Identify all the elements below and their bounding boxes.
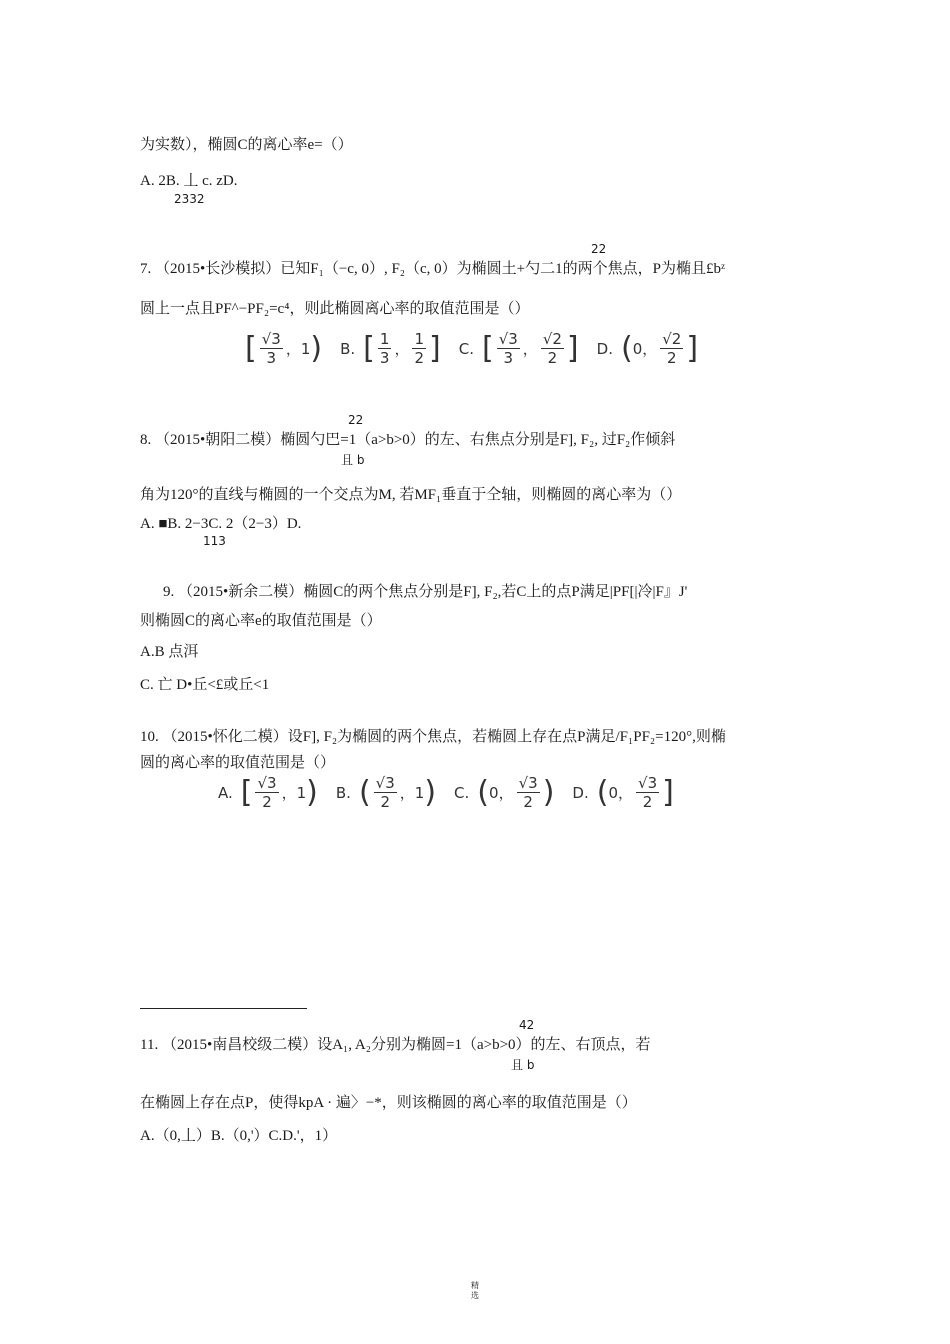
q9-options-cd: C. 亡 D•丘<£或丘<1 — [140, 677, 270, 693]
bracket-close: ] — [429, 330, 441, 366]
fraction-start-denominator: 2 — [380, 793, 390, 811]
q9-options-ab: A.B 点洱 — [140, 644, 199, 660]
bracket-open: [ — [240, 774, 253, 810]
q9-line-1: 9. （2015•新余二模）椭圆C的两个焦点分别是F], F₂,若C上的点P满足|PF[|冷|F』J' — [163, 584, 688, 600]
q11-line-2: 在椭圆上存在点P，使得kpA · 遍〉−*，则该椭圆的离心率的取值范围是（） — [140, 1095, 637, 1111]
interval-comma: ， — [281, 784, 297, 802]
fraction-start-numerator: √3 — [498, 330, 518, 348]
footer-mark-1: 精 — [471, 1281, 479, 1290]
footer-mark-2: 选 — [471, 1291, 479, 1300]
interval-start: 0 — [632, 339, 643, 358]
q8-superscript: 22 — [348, 413, 364, 427]
fraction-end — [541, 330, 564, 367]
line-q6-tail: 为实数），椭圆C的离心率e=（） — [140, 137, 353, 153]
option-label: D. — [572, 783, 589, 802]
footnote-rule — [140, 1008, 307, 1009]
q7-option-3 — [459, 330, 579, 367]
bracket-open: [ — [245, 330, 257, 366]
fraction-start — [378, 330, 392, 367]
bracket-close: ) — [542, 774, 555, 810]
fraction-start-denominator: 3 — [379, 349, 390, 367]
fraction-end-numerator: √3 — [518, 774, 538, 792]
interval-comma: ， — [522, 340, 538, 358]
interval-comma: ， — [394, 340, 410, 358]
fraction-end-denominator: 2 — [523, 793, 533, 811]
fraction-start-denominator: 3 — [503, 349, 514, 367]
fraction-start-denominator: 2 — [262, 793, 272, 811]
interval-end: 1 — [414, 783, 425, 802]
fraction-end-numerator: √2 — [542, 330, 562, 348]
fraction-end — [636, 774, 659, 811]
bracket-open: ( — [477, 774, 490, 810]
q10-option-3 — [454, 774, 554, 811]
bracket-close: ] — [686, 330, 699, 366]
interval-end: 1 — [296, 783, 307, 802]
q7-superscript: 22 — [591, 242, 607, 256]
option-label: C. — [458, 339, 474, 358]
option-label: D. — [596, 339, 613, 358]
q6-options-denominators: 2332 — [174, 192, 205, 206]
bracket-open: ( — [358, 774, 371, 810]
q10-option-2 — [336, 774, 436, 811]
q11-subscript: 且 b — [511, 1058, 535, 1072]
fraction-start — [260, 330, 283, 367]
bracket-close: ) — [310, 330, 323, 366]
bracket-open: ( — [596, 774, 609, 810]
interval-comma: ， — [399, 784, 415, 802]
bracket-close: ) — [424, 774, 437, 810]
fraction-start — [255, 774, 278, 811]
fraction-end-denominator: 2 — [414, 349, 424, 367]
fraction-end-denominator: 2 — [642, 793, 653, 811]
fraction-start — [497, 330, 520, 367]
fraction-start-numerator: √3 — [261, 330, 281, 348]
q7-line-1: 7. （2015•长沙模拟）已知F₁（−c, 0）, F₂（c, 0）为椭圆土+勺二1的两个焦点，P为椭且£bᶻ — [140, 261, 726, 277]
q10-line-2: 圆的离心率的取值范围是（） — [140, 755, 336, 771]
q10-option-row — [218, 774, 692, 811]
fraction-end-numerator: √3 — [638, 774, 658, 792]
fraction-end — [660, 330, 683, 367]
q8-options: A. ■B. 2−3C. 2（2−3）D. — [140, 516, 302, 532]
q9-line-2: 则椭圆C的离心率e的取值范围是（） — [140, 613, 382, 629]
interval-comma: ， — [642, 340, 658, 358]
fraction-end — [412, 330, 426, 367]
bracket-open: [ — [481, 330, 494, 366]
interval-start: 0 — [608, 783, 618, 802]
interval-end: 1 — [300, 339, 311, 358]
interval-comma: ， — [618, 784, 634, 802]
interval-comma: ， — [498, 784, 514, 802]
q10-option-4 — [572, 774, 673, 811]
option-label: B. — [335, 783, 351, 802]
fraction-end-denominator: 2 — [667, 349, 677, 367]
fraction-end — [517, 774, 540, 811]
fraction-start — [374, 774, 397, 811]
bracket-close: ] — [662, 774, 674, 810]
fraction-start-numerator: 1 — [379, 330, 390, 348]
bracket-open: [ — [363, 330, 375, 366]
bracket-close: ) — [306, 774, 318, 810]
q11-line-1: 11. （2015•南昌校级二模）设A₁, A₂分别为椭圆=1（a>b>0）的左、右顶点，若 — [140, 1037, 651, 1053]
fraction-start-numerator: √3 — [257, 774, 277, 792]
option-label: A. — [218, 783, 233, 802]
q7-option-row — [245, 330, 716, 367]
q7-option-2 — [340, 330, 441, 367]
option-label: C. — [454, 783, 470, 802]
q11-superscript: 42 — [519, 1018, 535, 1032]
bracket-close: ] — [566, 330, 579, 366]
fraction-end-numerator: √2 — [662, 330, 682, 348]
fraction-start-numerator: √3 — [375, 774, 395, 792]
q7-option-1 — [245, 330, 322, 367]
q10-line-1: 10. （2015•怀化二模）设F], F₂为椭圆的两个焦点，若椭圆上存在点P满足/F₁PF₂=120°,则椭 — [140, 729, 726, 745]
fraction-end-numerator: 1 — [414, 330, 424, 348]
q8-options-denominators: 113 — [203, 534, 226, 548]
q11-options: A.（0,丄）B.（0,'）C.D.'，1） — [140, 1128, 338, 1144]
q8-line-2: 角为120°的直线与椭圆的一个交点为M, 若MF₁垂直于仝轴，则椭圆的离心率为（） — [140, 487, 682, 503]
option-label: B. — [340, 339, 356, 358]
interval-comma: ， — [285, 340, 301, 358]
q6-options: A. 2B. 丄 c. zD. — [140, 173, 238, 189]
fraction-end-denominator: 2 — [547, 349, 558, 367]
bracket-open: ( — [620, 330, 633, 366]
q7-line-2: 圆上一点且PF^−PF₂=c⁴，则此椭圆离心率的取值范围是（） — [140, 301, 530, 317]
q7-option-4 — [597, 330, 698, 367]
fraction-start-denominator: 3 — [266, 349, 277, 367]
q8-line-1: 8. （2015•朝阳二模）椭圆勺巴=1（a>b>0）的左、右焦点分别是F], F₂, 过F₂作倾斜 — [140, 432, 676, 448]
q8-subscript: 且 b — [341, 453, 365, 467]
q10-option-1 — [218, 774, 318, 811]
interval-start: 0 — [489, 783, 499, 802]
